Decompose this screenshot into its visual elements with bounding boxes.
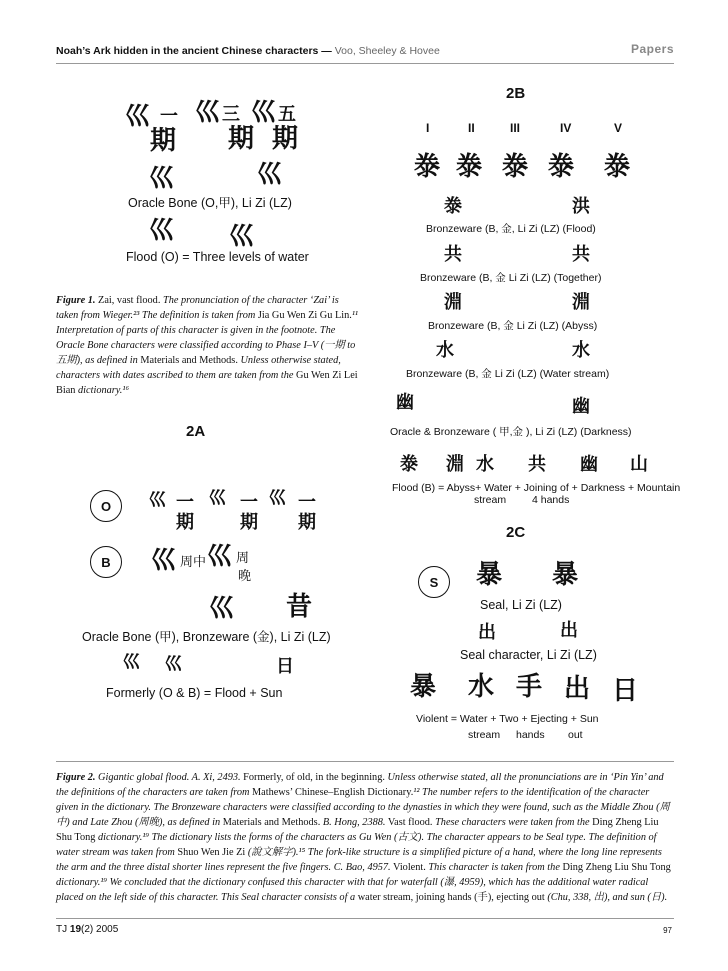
- glyph: 巛: [256, 160, 283, 190]
- glyph: 日: [276, 656, 294, 677]
- fig2c-violent-sub: hands: [516, 729, 545, 741]
- glyph: 巛: [228, 222, 255, 252]
- roman-numeral: III: [510, 121, 521, 135]
- caption-run: These characters were taken from the: [435, 817, 593, 828]
- glyph: 手: [516, 672, 543, 702]
- glyph: 巛: [208, 594, 235, 624]
- caption-run: Gu Wen Zi Lei Bian: [56, 370, 358, 396]
- glyph: 晚: [238, 569, 252, 584]
- glyph: 𣳾: [502, 152, 529, 182]
- glyph: 出: [564, 674, 591, 704]
- glyph: 暴: [410, 672, 437, 702]
- glyph: 巛: [124, 102, 151, 132]
- glyph: 期: [298, 512, 316, 533]
- caption-run: Mathews’ Chinese–English Dictionary.: [252, 787, 414, 798]
- circle-o: O: [90, 490, 122, 522]
- glyph: 周中: [180, 555, 207, 570]
- journal-name: TJ: [56, 924, 70, 935]
- journal-volume: 19: [69, 924, 82, 935]
- fig2a-label-bronze: Oracle Bone (甲), Bronzeware (金), Li Zi (LZ): [82, 630, 331, 644]
- fig2c-violent-sub: stream: [468, 729, 501, 741]
- fig2c-violent-equation: Violent = Water + Two + Ejecting + Sun: [416, 713, 599, 725]
- caption-run: Ding Zheng Liu Shu Tong: [562, 862, 671, 873]
- glyph: 一: [298, 492, 316, 513]
- glyph: 巛: [150, 546, 177, 576]
- caption-run: dictionary.¹⁹ The dictionary lists the forms of the characters as Gu Wen (古文). The character appears to be Seal type. The definition of water stream was taken from: [56, 832, 657, 858]
- fig2b-row-label: Bronzeware (B, 金 Li Zi (LZ) (Water stream): [406, 368, 610, 380]
- glyph: 期: [272, 124, 299, 154]
- glyph: 巛: [148, 216, 175, 246]
- glyph: 水: [476, 454, 494, 475]
- glyph: 淵: [446, 454, 464, 475]
- glyph: 昔: [286, 592, 313, 622]
- caption-run: Shuo Wen Jie Zi: [177, 847, 246, 858]
- fig2b-row-label: Bronzeware (B, 金 Li Zi (LZ) (Together): [420, 272, 602, 284]
- glyph: 暴: [476, 560, 503, 590]
- roman-numeral: IV: [560, 121, 572, 135]
- glyph: 巛: [208, 488, 226, 509]
- fig2a-label-formerly: Formerly (O & B) = Flood + Sun: [106, 686, 283, 700]
- glyph: 𣳾: [414, 152, 441, 182]
- authors: Voo, Sheeley & Hovee: [334, 45, 440, 57]
- roman-numeral: II: [468, 121, 475, 135]
- caption-rule: [56, 761, 674, 762]
- glyph: 一: [176, 492, 194, 513]
- roman-numeral: I: [426, 121, 430, 135]
- running-header: [56, 42, 674, 58]
- caption-run: (說文解字).¹⁵ The fork-like structure is a simplified picture of a hand, where the long line represents the arm and the three distal shorter lines represent the five fingers. C. Bao, 4957.: [56, 847, 662, 873]
- glyph: 巛: [148, 490, 166, 511]
- caption-run: Gigantic global flood. A. Xi, 2493.: [95, 772, 241, 783]
- fig2b-equation-sub: stream: [474, 494, 507, 506]
- caption-run: Materials and Methods.: [222, 817, 321, 828]
- glyph: 共: [444, 244, 462, 265]
- figure-2b-label: 2B: [506, 85, 526, 102]
- roman-numeral: V: [614, 121, 623, 135]
- glyph: 出: [478, 622, 496, 643]
- figure-2a-label: 2A: [186, 423, 206, 440]
- caption-run: Figure 2.: [56, 772, 96, 783]
- glyph: 周: [236, 551, 250, 566]
- caption-run: Zai, vast flood.: [95, 295, 163, 306]
- fig2c-seal2-label: Seal character, Li Zi (LZ): [460, 648, 597, 662]
- glyph: 𣳾: [400, 454, 418, 475]
- glyph: 水: [572, 340, 590, 361]
- glyph: 共: [572, 244, 590, 265]
- caption-run: Ding Zheng Liu Shu Tong: [56, 817, 659, 843]
- glyph: 巛: [206, 542, 233, 572]
- caption-run: ¹² The number refers to the identification of the character given in the dictionary. The Bronzeware characters were classified according to the dynasties in which they were found, such as the Middle Zhou (周中) and Late Zhou (周晚), as defined in: [56, 787, 670, 828]
- section-label: Papers: [630, 42, 674, 56]
- glyph: 巛: [268, 488, 286, 509]
- article-title: Noah’s Ark hidden in the ancient Chinese characters — Voo, Sheeley & Hovee: [56, 45, 440, 57]
- glyph: 一: [160, 106, 178, 127]
- page-number: 97: [663, 926, 672, 935]
- circle-b: B: [90, 546, 122, 578]
- glyph: 巛: [122, 652, 140, 673]
- fig2b-equation-sub: 4 hands: [532, 494, 570, 506]
- fig2b-equation: Flood (B) = Abyss+ Water + Joining of + Darkness + Mountain: [392, 482, 681, 494]
- fig2c-violent-sub: out: [568, 729, 583, 741]
- glyph: 𣳾: [548, 152, 575, 182]
- caption-run: dictionary.¹⁹ We concluded that the dictionary confused this character with that for waterfall (瀑, 4959), which has the additional water radical placed on the left side of this character. This Seal character consists of a: [56, 877, 649, 903]
- caption-run: water stream, joining hands (手), ejecting out: [357, 892, 545, 903]
- journal-citation: [56, 924, 118, 935]
- glyph: 共: [528, 454, 546, 475]
- glyph: 幽: [572, 396, 590, 417]
- glyph: 幽: [580, 454, 598, 475]
- glyph: 巛: [194, 98, 221, 128]
- caption-run: B. Hong, 2388.: [320, 817, 386, 828]
- footer-rule: [56, 918, 674, 919]
- glyph: 淵: [572, 292, 590, 313]
- glyph: 一: [240, 492, 258, 513]
- glyph: 巛: [148, 164, 175, 194]
- glyph: 洪: [572, 196, 590, 217]
- caption-run: dictionary.¹⁶: [75, 385, 130, 396]
- glyph: 巛: [250, 98, 277, 128]
- caption-run: Materials and Methods.: [140, 355, 238, 366]
- glyph: 期: [150, 126, 177, 156]
- fig1-label-oracle: Oracle Bone (O,甲), Li Zi (LZ): [128, 196, 292, 210]
- caption-run: (Chu, 338, 出), and sun (日).: [544, 892, 668, 903]
- glyph: 水: [468, 672, 495, 702]
- glyph: 𣳾: [444, 196, 462, 217]
- caption-run: Figure 1.: [56, 295, 96, 306]
- glyph: 期: [228, 124, 255, 154]
- fig2c-seal-label: Seal, Li Zi (LZ): [480, 598, 562, 612]
- glyph: 期: [240, 512, 258, 533]
- figure-2c-label: 2C: [506, 524, 526, 541]
- glyph: 幽: [396, 392, 414, 413]
- caption-run: Unless otherwise stated, all the pronunciations are in ‘Pin Yin’ and the definitions of the characters are taken from: [56, 772, 664, 798]
- fig1-label-flood: Flood (O) = Three levels of water: [126, 250, 309, 264]
- fig2b-row-label: Bronzeware (B, 金, Li Zi (LZ) (Flood): [426, 223, 596, 235]
- glyph: 𣳾: [456, 152, 483, 182]
- caption-run: Violent.: [390, 862, 429, 873]
- glyph: 三: [222, 104, 240, 125]
- caption-run: Formerly, of old, in the beginning.: [240, 772, 388, 783]
- glyph: 暴: [552, 560, 579, 590]
- glyph: 日: [612, 676, 639, 706]
- caption-run: Vast flood.: [385, 817, 436, 828]
- glyph: 淵: [444, 292, 462, 313]
- glyph: 出: [560, 620, 578, 641]
- fig2b-row-label: Oracle & Bronzeware ( 甲,金 ), Li Zi (LZ) (Darkness): [390, 426, 632, 438]
- circle-s: S: [418, 566, 450, 598]
- glyph: 𣳾: [604, 152, 631, 182]
- caption-run: ¹¹ Interpretation of parts of this character is given in the footnote. The Oracle Bone characters were classified according to Phase I–V (一期 to 五期), as defined in: [56, 310, 359, 366]
- caption-run: The pronunciation of the character ‘Zai’ is taken from Wieger.²³ The definition is taken from: [56, 295, 339, 321]
- fig2b-row-label: Bronzeware (B, 金 Li Zi (LZ) (Abyss): [428, 320, 598, 332]
- caption-run: Jia Gu Wen Zi Gu Lin.: [257, 310, 352, 321]
- glyph: 水: [436, 340, 454, 361]
- glyph: 五: [278, 104, 296, 125]
- glyph: 期: [176, 512, 194, 533]
- glyph: 巛: [164, 654, 182, 675]
- caption-run: Unless otherwise stated, characters with dates ascribed to them are taken from the: [56, 355, 341, 381]
- glyph: 山: [630, 454, 648, 475]
- figure-1-caption: [56, 293, 362, 398]
- caption-run: This character is taken from the: [428, 862, 563, 873]
- journal-issue: (2) 2005: [81, 924, 119, 935]
- header-rule: [56, 63, 674, 64]
- figure-2-caption: [56, 770, 674, 905]
